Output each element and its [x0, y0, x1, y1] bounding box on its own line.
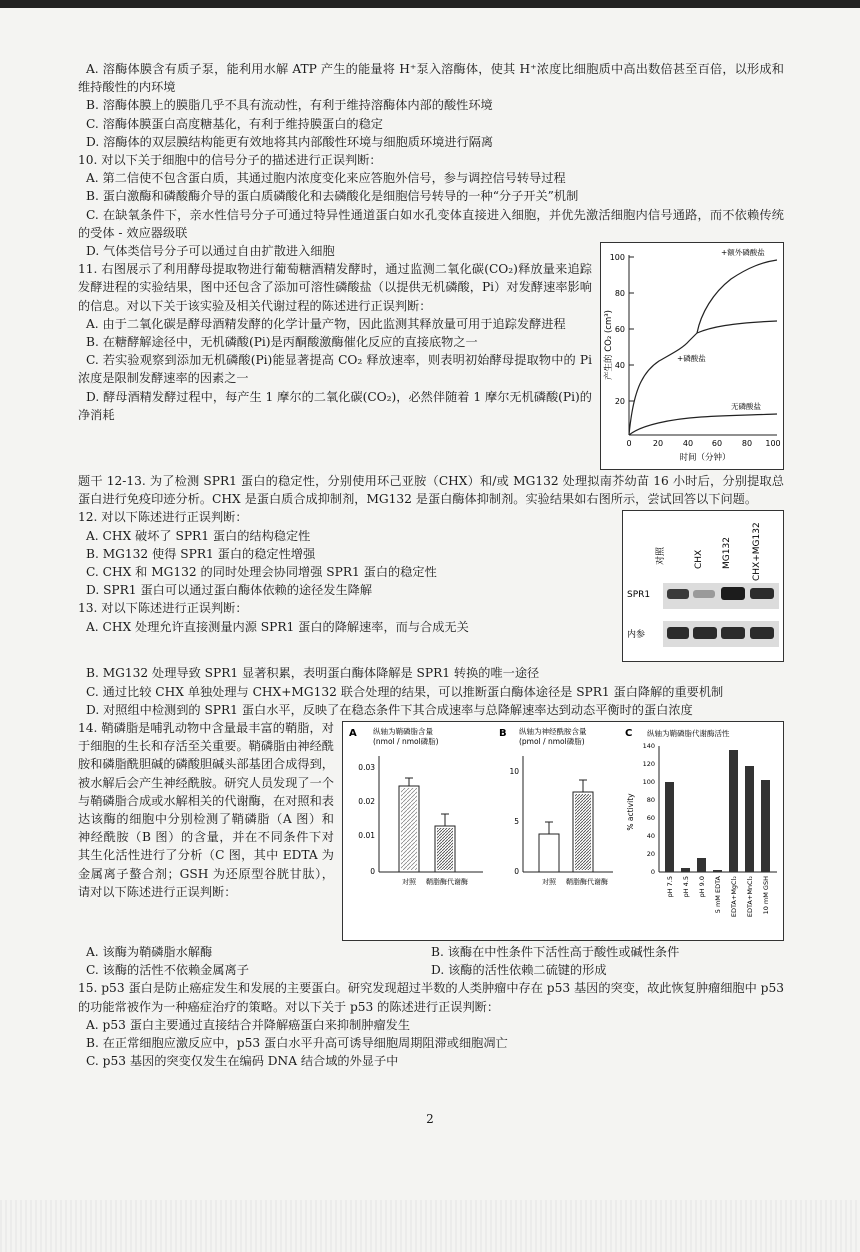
panel-c-ytick-60: 60	[646, 814, 655, 823]
q12-13-intro: 题干 12-13. 为了检测 SPR1 蛋白的稳定性，分别使用环己亚胺（CHX）和/或 MG132 处理拟南芥幼苗 16 小时后，分别提取总蛋白进行免疫印迹分析。CHX 是蛋白质合成抑制剂，MG132 是蛋白酶体抑制剂。实验结果如右图所示，尝试回答以下问题。	[78, 474, 784, 507]
q15-stem: 15. p53 蛋白是防止癌症发生和发展的主要蛋白。研究发现超过半数的人类肿瘤中存在 p53 基因的突变，故此恢复肿瘤细胞中 p53 的功能常被作为一种癌症治疗的策略。对以下关于 p53 的陈述进行正误判断：	[78, 981, 784, 1014]
xtick-80: 80	[741, 439, 753, 449]
xtick-20: 20	[652, 439, 664, 449]
xtick-0: 0	[626, 439, 632, 449]
panel-c-bar-ph75	[665, 782, 674, 872]
sphingomyelin-figure	[342, 721, 784, 941]
ytick-40: 40	[614, 361, 625, 371]
panel-c-ytick-120: 120	[642, 760, 655, 769]
panel-c-yticks	[643, 742, 655, 876]
q11-option-b: B. 在糖酵解途径中，无机磷酸(Pi)是丙酮酸激酶催化反应的直接底物之一	[86, 335, 478, 350]
co2-ylabel: 产生的 CO₂ (cm³)	[604, 310, 614, 380]
band-loading-chx	[693, 627, 717, 639]
panel-c-bar-gsh	[761, 780, 770, 872]
western-blot-figure	[622, 510, 784, 662]
band-loading-control	[667, 627, 689, 639]
q15-option-b: B. 在正常细胞应激反应中，p53 蛋白水平升高可诱导细胞周期阻滞或细胞凋亡	[86, 1036, 508, 1051]
panel-b-bar-enzyme-hatch	[575, 794, 591, 870]
panel-c-ylabel: % activity	[626, 793, 635, 831]
lane-mg132: MG132	[722, 537, 732, 570]
panel-c-cat-gsh: 10 mM GSH	[762, 876, 770, 915]
panel-c-ytick-20: 20	[646, 850, 655, 859]
q12-option-a: A. CHX 破坏了 SPR1 蛋白的结构稳定性	[86, 528, 311, 543]
band-loading-mg132	[721, 627, 745, 639]
ytick-100: 100	[609, 253, 625, 263]
q9-option-b: B. 溶酶体膜上的膜脂几乎不具有流动性，有利于维持溶酶体内部的酸性环境	[86, 98, 493, 113]
q12-option-b: B. MG132 使得 SPR1 蛋白的稳定性增强	[86, 546, 316, 561]
panel-c-ytick-100: 100	[642, 778, 655, 787]
panel-b-ytick-0: 0	[514, 867, 519, 877]
panel-c-cat-edta: 5 mM EDTA	[714, 876, 722, 914]
panel-a-xlabel-enzyme: 鞘脂酶代谢酶	[426, 878, 468, 887]
panel-c-cat-edta-mn: EDTA+MnCl₂	[746, 876, 754, 918]
q9-option-c: C. 溶酶体膜蛋白高度糖基化，有利于维持膜蛋白的稳定	[86, 116, 383, 131]
panel-c-cat-edta-mg: EDTA+MgCl₂	[730, 876, 738, 918]
q15-option-c: C. p53 基因的突变仅发生在编码 DNA 结合域的外显子中	[86, 1054, 399, 1069]
q15-option-a: A. p53 蛋白主要通过直接结合并降解癌蛋白来抑制肿瘤发生	[86, 1017, 411, 1032]
exam-page	[78, 60, 784, 1070]
ytick-20: 20	[614, 397, 625, 407]
xtick-40: 40	[682, 439, 694, 449]
panel-c-ytick-0: 0	[650, 868, 655, 877]
sphingomyelin-charts	[343, 722, 783, 940]
band-spr1-mg132	[721, 587, 745, 600]
panel-b-ytick-10: 10	[509, 767, 519, 777]
q10-option-d: D. 气体类信号分子可以通过自由扩散进入细胞	[86, 244, 335, 259]
panel-a-letter: A	[349, 728, 357, 740]
panel-b-xlabel-enzyme: 鞘脂酶代谢酶	[566, 878, 608, 887]
xtick-60: 60	[711, 439, 723, 449]
q10-option-b: B. 蛋白激酶和磷酸酶介导的蛋白质磷酸化和去磷酸化是细胞信号转导的一种“分子开关”机制	[86, 189, 579, 204]
panel-c-title: 纵轴为鞘磷脂代谢酶活性	[647, 729, 730, 739]
panel-a-ytick-002: 0.02	[358, 797, 375, 807]
curve-no-phosphate	[629, 414, 777, 435]
label-phosphate: +磷酸盐	[677, 354, 706, 364]
q9-option-d: D. 溶酶体的双层膜结构能更有效地将其内部酸性环境与细胞质环境进行隔离	[86, 134, 494, 149]
q9-option-a: A. 溶酶体膜含有质子泵，能利用水解 ATP 产生的能量将 H⁺泵入溶酶体，使其 H⁺浓度比细胞质中高出数倍甚至百倍，以形成和维持酸性的内环境	[78, 62, 784, 95]
q13-option-c: C. 通过比较 CHX 单独处理与 CHX+MG132 联合处理的结果，可以推断蛋白酶体途径是 SPR1 蛋白降解的重要机制	[86, 684, 724, 699]
q13-option-d: D. 对照组中检测到的 SPR1 蛋白水平，反映了在稳态条件下其合成速率与总降解速率达到动态平衡时的蛋白浓度	[86, 702, 693, 717]
panel-b-xlabel-control: 对照	[542, 878, 556, 887]
panel-b-unit: (pmol / nmol磷脂)	[519, 737, 585, 747]
q10-option-c: C. 在缺氧条件下，亲水性信号分子可通过特异性通道蛋白如水孔变体直接进入细胞，并优先激活细胞内信号通路，而不依赖传统的受体 - 效应器级联	[78, 207, 784, 240]
label-extra-phosphate: +额外磷酸盐	[721, 248, 765, 258]
co2-curve-chart	[601, 243, 783, 469]
curve-phosphate	[697, 321, 777, 333]
ytick-60: 60	[614, 325, 625, 335]
panel-a-bar-control-hatch	[401, 788, 417, 870]
q14-stem: 14. 鞘磷脂是哺乳动物中含量最丰富的鞘脂，对于细胞的生长和存活至关重要。鞘磷脂由神经酰胺和磷脂酰胆碱的磷酸胆碱头部基团合成得到，被水解后会产生神经酰胺。研究人员发现了一个与鞘磷脂合成或水解相关的代谢酶，在对照和表达该酶的细胞中分别检测了鞘磷脂（A 图）和神经酰胺（B 图）的含量，并在不同条件下对其生化活性进行了分析（C 图，其中 EDTA 为金属离子螯合剂；GSH 为还原型谷胱甘肽），请对以下陈述进行正误判断：	[78, 721, 334, 899]
panel-a-xlabel-control: 对照	[402, 878, 416, 887]
q14-option-d: D. 该酶的活性依赖二硫键的形成	[431, 963, 607, 978]
q14-option-c: C. 该酶的活性不依赖金属离子	[86, 963, 249, 978]
q13-option-a: A. CHX 处理允许直接测量内源 SPR1 蛋白的降解速率，而与合成无关	[86, 619, 469, 634]
lane-control: 对照	[656, 547, 666, 566]
lane-chx-mg132: CHX+MG132	[752, 522, 762, 582]
panel-c-ytick-140: 140	[642, 742, 655, 751]
q11-option-d: D. 酵母酒精发酵过程中，每产生 1 摩尔的二氧化碳(CO₂)，必然伴随着 1 摩尔无机磷酸(Pi)的净消耗	[78, 389, 592, 422]
label-no-phosphate: 无磷酸盐	[731, 402, 761, 412]
row-spr1: SPR1	[627, 590, 651, 601]
co2-xticks	[626, 439, 780, 448]
scan-bottom-noise	[0, 1200, 860, 1252]
q10-option-a: A. 第二信使不包含蛋白质，其通过胞内浓度变化来应答胞外信号，参与调控信号转导过程	[86, 171, 566, 186]
panel-b-ytick-5: 5	[514, 817, 519, 827]
q14-options-row-2	[78, 961, 784, 979]
page-number: 2	[426, 1112, 434, 1126]
panel-c-bar-edta-mn	[745, 766, 754, 872]
panel-c-cat-ph45: pH 4.5	[682, 876, 690, 898]
panel-b-bar-control	[539, 834, 559, 872]
band-spr1-control	[667, 589, 689, 599]
panel-a-ytick-003: 0.03	[358, 763, 375, 773]
panel-c-letter: C	[625, 728, 633, 740]
panel-b-title: 纵轴为神经酰胺含量	[519, 727, 587, 737]
co2-xlabel: 时间（分钟）	[679, 453, 731, 464]
q12-stem: 12. 对以下陈述进行正误判断：	[78, 510, 248, 525]
band-loading-chx-mg132	[750, 627, 774, 639]
western-blot	[623, 511, 783, 661]
panel-a-title: 纵轴为鞘磷脂含量	[373, 727, 433, 737]
q11-option-c: C. 若实验观察到添加无机磷酸(Pi)能显著提高 CO₂ 释放速率，则表明初始酵母提取物中的 Pi 浓度是限制发酵速率的因素之一	[78, 353, 592, 386]
q14-option-a: A. 该酶为鞘磷脂水解酶	[86, 945, 213, 960]
panel-c-bar-edta	[713, 870, 722, 872]
panel-b-letter: B	[499, 728, 507, 740]
band-spr1-chx	[693, 590, 715, 598]
co2-fermentation-figure	[600, 242, 784, 470]
panel-c-cat-ph90: pH 9.0	[698, 876, 706, 898]
panel-a-ytick-0: 0	[370, 867, 375, 877]
panel-c-ytick-80: 80	[646, 796, 655, 805]
panel-c-ytick-40: 40	[646, 832, 655, 841]
q11-stem: 11. 右图展示了利用酵母提取物进行葡萄糖酒精发酵时，通过监测二氧化碳(CO₂)释放量来追踪发酵进程的实验结果，图中还包含了添加可溶性磷酸盐（以提供无机磷酸，Pi）对发酵速率影响的信息。对以下关于该实验及相关代谢过程的陈述进行正误判断：	[78, 262, 592, 313]
lane-chx: CHX	[694, 550, 704, 570]
q14-options-row-1	[78, 943, 784, 961]
panel-a-unit: (nmol / nmol磷脂)	[373, 737, 439, 747]
panel-a-bar-enzyme-hatch	[437, 828, 453, 870]
q13-stem: 13. 对以下陈述进行正误判断：	[78, 601, 248, 616]
q14-option-b: B. 该酶在中性条件下活性高于酸性或碱性条件	[431, 945, 680, 960]
q12-option-c: C. CHX 和 MG132 的同时处理会协同增强 SPR1 蛋白的稳定性	[86, 565, 437, 580]
xtick-100: 100	[765, 439, 781, 449]
ytick-80: 80	[614, 289, 625, 299]
panel-a-ytick-001: 0.01	[358, 831, 375, 841]
row-loading-control: 内参	[627, 630, 646, 641]
panel-c-bar-edta-mg	[729, 750, 738, 872]
q12-option-d: D. SPR1 蛋白可以通过蛋白酶体依赖的途径发生降解	[86, 583, 373, 598]
panel-c-bar-ph90	[697, 858, 706, 872]
q13-option-b: B. MG132 处理导致 SPR1 显著积累，表明蛋白酶体降解是 SPR1 转换的唯一途径	[86, 666, 540, 681]
scan-top-edge	[0, 0, 860, 8]
q11-option-a: A. 由于二氧化碳是酵母酒精发酵的化学计量产物，因此监测其释放量可用于追踪发酵进程	[86, 316, 566, 331]
panel-c-bar-ph45	[681, 868, 690, 872]
band-spr1-chx-mg132	[750, 588, 774, 599]
panel-c-cat-ph75: pH 7.5	[666, 876, 674, 898]
q10-stem: 10. 对以下关于细胞中的信号分子的描述进行正误判断：	[78, 153, 382, 168]
